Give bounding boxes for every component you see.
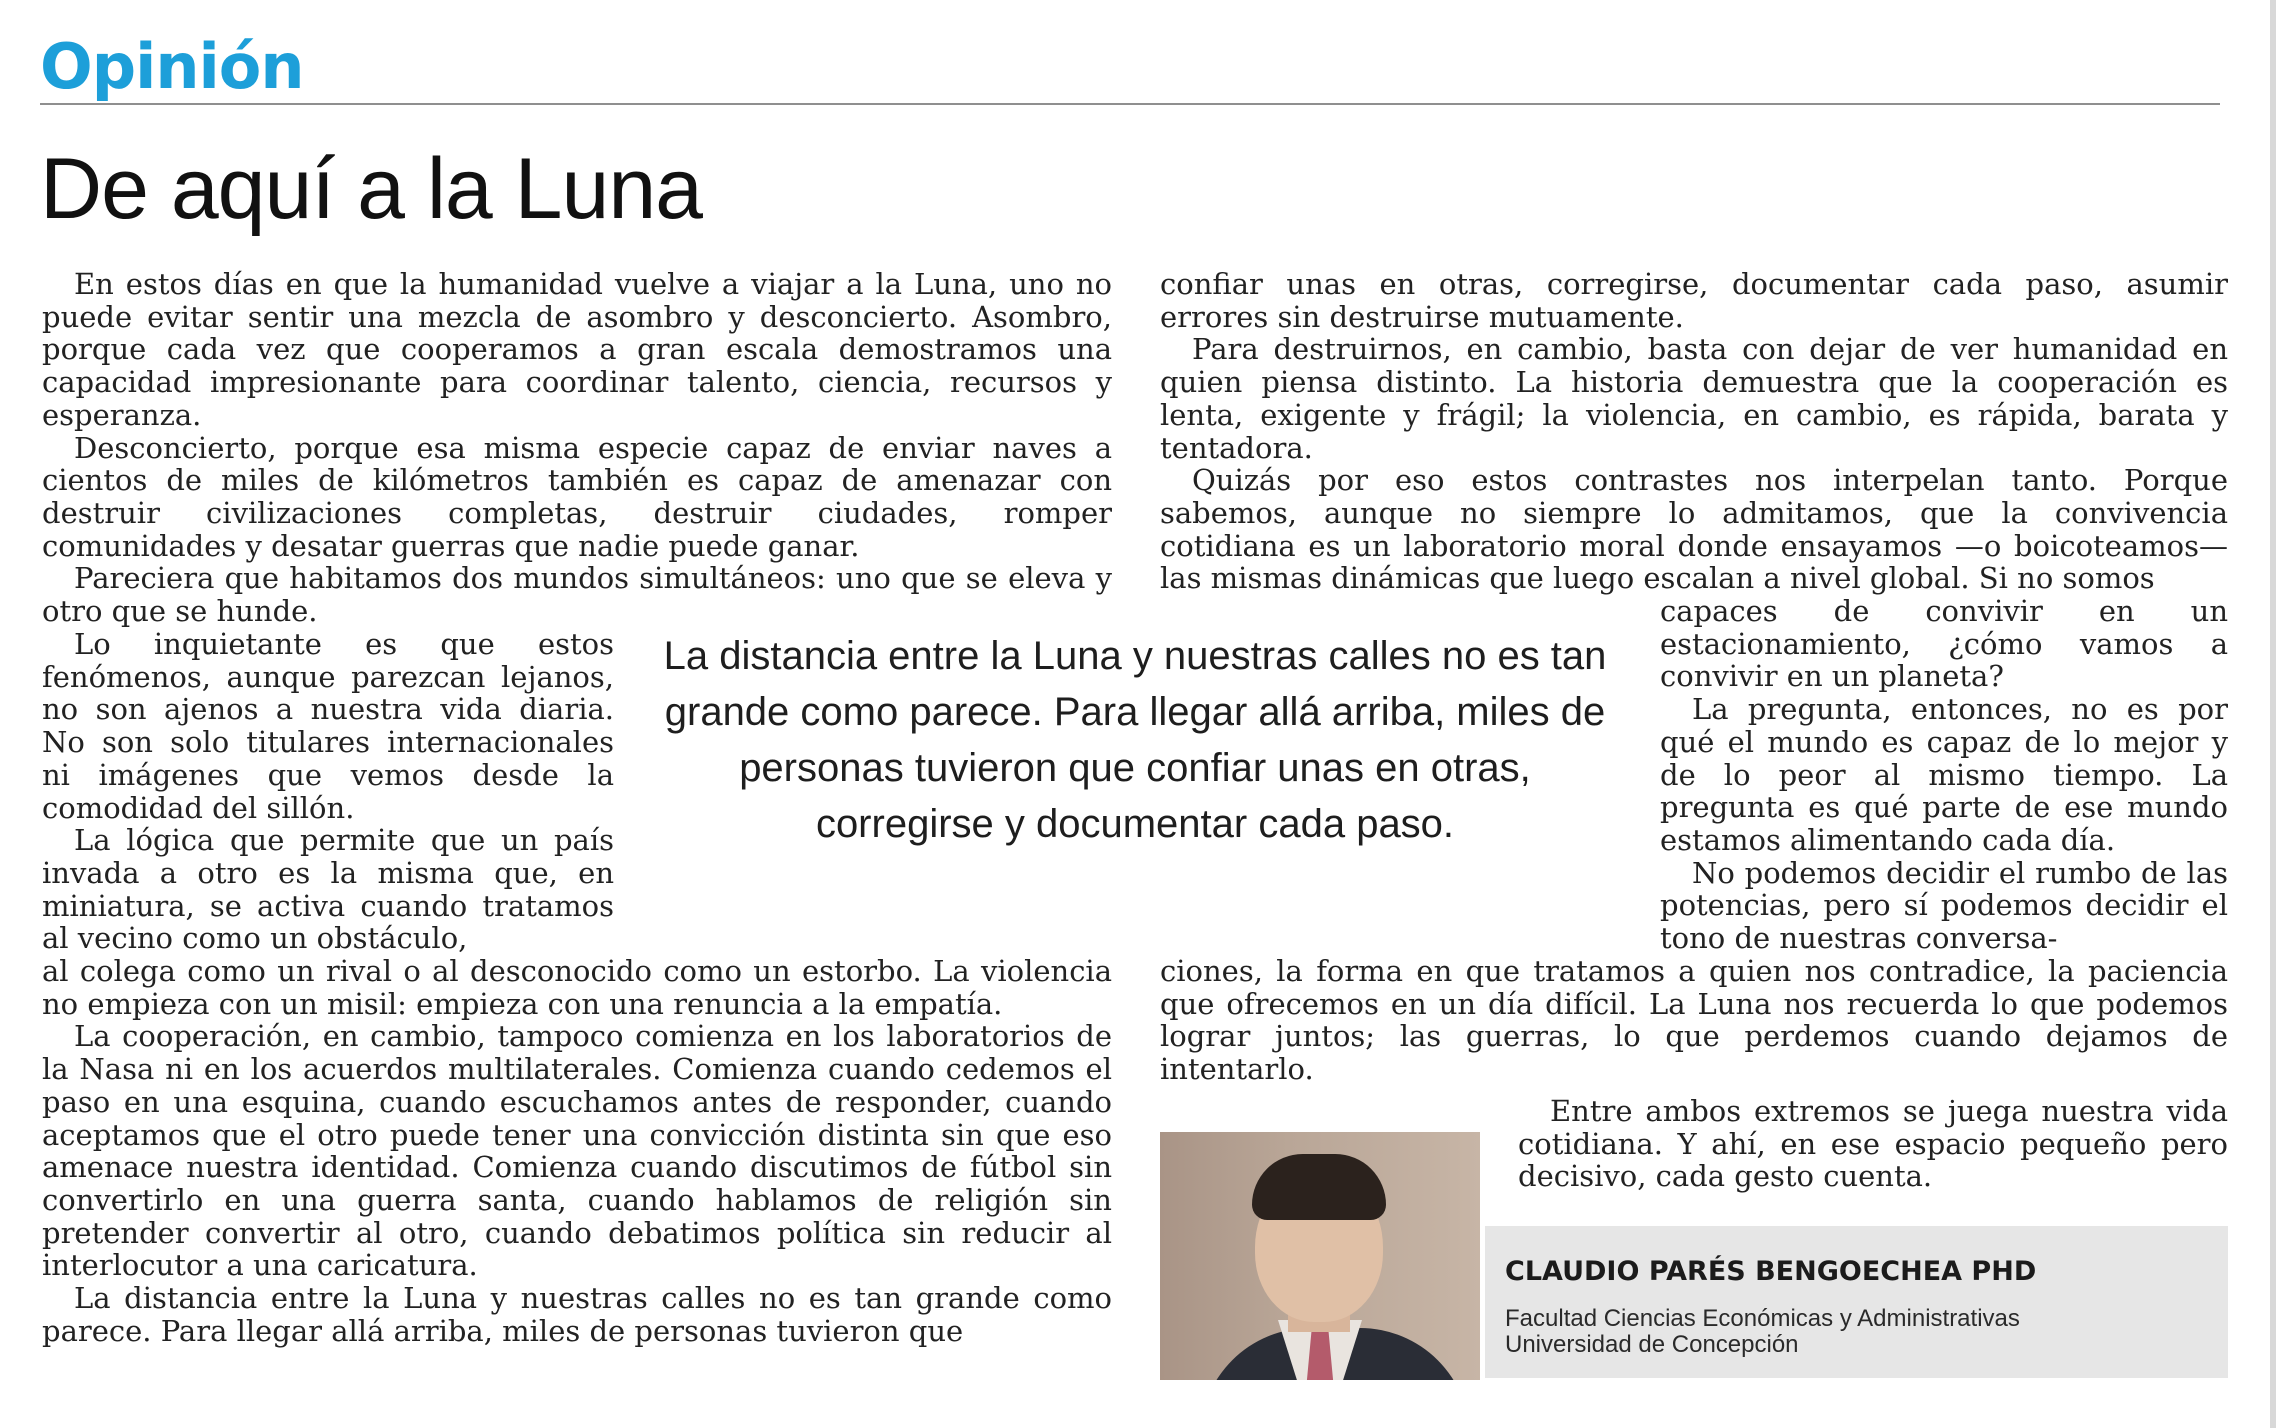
headline: De aquí a la Luna [40,141,702,237]
paragraph-continued: capaces de convivir en un estacionamiento, ¿cómo vamos a convivir en un planeta? [1660,594,2228,694]
paragraph: No podemos decidir el rumbo de las potencias, pero sí podemos decidir el tono de nuestras conversa- [1660,855,2228,956]
paragraph: La cooperación, en cambio, tampoco comienza en los laboratorios de la Nasa ni en los acuerdos multilaterales. Comienza cuando cedemos el paso en una esquina, cuando escuchamos antes de responder, cuando aceptamos que el otro puede tener una convicción distinta sin que eso amenace nuestra identidad. Comienza cuando discutimos de fútbol sin convertirlo en una guerra santa, cuando hablamos de religión sin pretender convertir al otro, cuando debatimos política sin reducir al interlocutor a una caricatura. [42,1019,1112,1283]
paragraph: En estos días en que la humanidad vuelve a viajar a la Luna, uno no puede evitar sentir una mezcla de asombro y desconcierto. Asombro, porque cada vez que cooperamos a gran escala demostramos una capacidad impresionante para coordinar talento, ciencia, recursos y esperanza. [42,267,1112,432]
column-right-closing [1518,1095,2228,1225]
photo-hair-shape [1252,1154,1386,1220]
paragraph: Entre ambos extremos se juega nuestra vida cotidiana. Y ahí, en ese espacio pequeño pero decisivo, cada gesto cuenta. [1518,1094,2228,1194]
paragraph: Pareciera que habitamos dos mundos simultáneos: uno que se eleva y otro que se hunde. [42,561,1112,629]
section-rule [40,103,2220,105]
column-left-narrow [42,628,614,955]
pull-quote: La distancia entre la Luna y nuestras calles no es tan grande como parece. Para llegar allá arriba, miles de personas tuvieron que confiar unas en otras, corregirse y documentar cada paso. [663,634,1607,846]
paragraph-continued: confiar unas en otras, corregirse, documentar cada paso, asumir errores sin destruirse mutuamente. [1160,267,2228,334]
column-right-narrow [1660,595,2228,955]
author-affiliation [1505,1306,2020,1358]
author-name: CLAUDIO PARÉS BENGOECHEA PHD [1505,1256,2037,1287]
column-left-top [42,268,1112,628]
author-bio-box [1485,1226,2228,1378]
paragraph-continued: ciones, la forma en que tratamos a quien nos contradice, la paciencia que ofrecemos en un día difícil. La Luna nos recuerda lo que podemos lograr juntos; las guerras, lo que perdemos cuando dejamos de intentarlo. [1160,954,2228,1087]
page-edge [2270,0,2276,1428]
paragraph: Lo inquietante es que estos fenómenos, aunque parezcan lejanos, no son ajenos a nuestra vida diaria. No son solo titulares internacionales ni imágenes que vemos desde la comodidad del sillón. [42,627,614,825]
column-right-top [1160,268,2228,595]
paragraph: Para destruirnos, en cambio, basta con dejar de ver humanidad en quien piensa distinto. La historia demuestra que la cooperación es lenta, exigente y frágil; la violencia, en cambio, es rápida, barata y tentadora. [1160,332,2228,465]
paragraph: La pregunta, entonces, no es por qué el mundo es capaz de lo mejor y de lo peor al mismo tiempo. La pregunta es qué parte de ese mundo estamos alimentando cada día. [1660,692,2228,857]
affiliation-faculty: Facultad Ciencias Económicas y Administrativas [1505,1305,2020,1332]
author-photo [1160,1132,1480,1380]
paragraph: Quizás por eso estos contrastes nos interpelan tanto. Porque sabemos, aunque no siempre lo admitamos, que la convivencia cotidiana es un laboratorio moral donde ensayamos —o boicoteamos— las mismas dinámicas que luego escalan a nivel global. Si no somos [1160,463,2228,596]
paragraph: Desconcierto, porque esa misma especie capaz de enviar naves a cientos de miles de kilómetros también es capaz de amenazar con destruir civilizaciones completas, destruir ciudades, romper comunidades y desatar guerras que nadie puede ganar. [42,430,1112,563]
column-left-bottom [42,955,1112,1380]
paragraph: La distancia entre la Luna y nuestras calles no es tan grande como parece. Para llegar allá arriba, miles de personas tuvieron que [42,1281,1112,1348]
section-label: Opinión [40,30,304,103]
paragraph-continued: al colega como un rival o al desconocido como un estorbo. La violencia no empieza con un misil: empieza con una renuncia a la empatía. [42,954,1112,1021]
affiliation-university: Universidad de Concepción [1505,1331,1799,1358]
column-right-bottom [1160,955,2228,1095]
paragraph: La lógica que permite que un país invada a otro es la misma que, en miniatura, se activa cuando tratamos al vecino como un obstáculo, [42,823,614,956]
